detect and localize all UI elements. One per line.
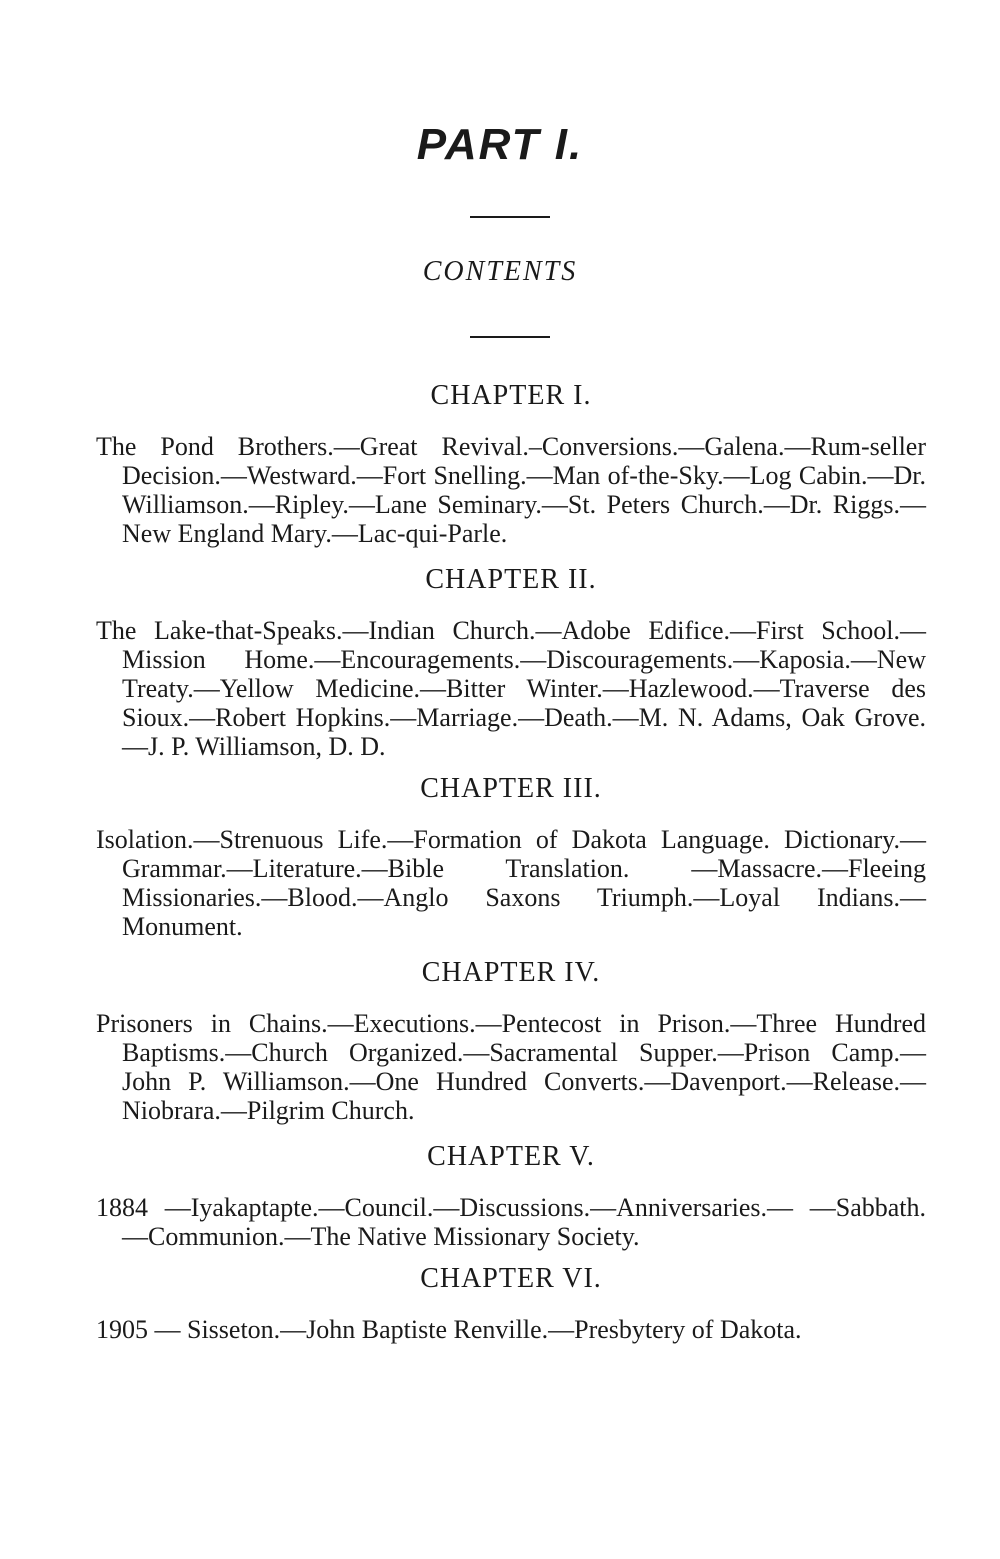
chapter-heading: CHAPTER V. xyxy=(427,1141,595,1172)
chapter-summary: The Pond Brothers.—Great Revival.–Conversions.—Galena.—Rum-seller Decision.—Westward.—Fort Snelling.—Man of-the-Sky.—Log Cabin.—Dr. Williamson.—Ripley.—Lane Seminary.—St. Peters Church.—Dr. Riggs.—New England Mary.—Lac-qui-Parle. xyxy=(96,432,926,548)
chapter-entry xyxy=(96,769,926,941)
divider-rule xyxy=(470,336,550,338)
chapter-entry xyxy=(96,560,926,761)
chapter-entry xyxy=(96,376,926,548)
contents-heading: CONTENTS xyxy=(422,256,578,287)
divider-rule xyxy=(470,216,550,218)
part-title: PART I. xyxy=(416,120,584,169)
chapter-entry xyxy=(96,1137,926,1251)
chapter-summary: Isolation.—Strenuous Life.—Formation of Dakota Language. Dictionary.—Grammar.—Literature.—Bible Translation. —Massacre.—Fleeing Missionaries.—Blood.—Anglo Saxons Triumph.—Loyal Indians.—Monument. xyxy=(96,825,926,941)
chapter-summary: The Lake-that-Speaks.—Indian Church.—Adobe Edifice.—First School.—Mission Home.—Encouragements.—Discouragements.—Kaposia.—New Treaty.—Yellow Medicine.—Bitter Winter.—Hazlewood.—Traverse des Sioux.—Robert Hopkins.—Marriage.—Death.—M. N. Adams, Oak Grove.—J. P. Williamson, D. D. xyxy=(96,616,926,761)
chapter-heading: CHAPTER I. xyxy=(430,380,592,411)
chapter-summary: 1905 — Sisseton.—John Baptiste Renville.—Presbytery of Dakota. xyxy=(96,1315,802,1344)
chapter-heading: CHAPTER II. xyxy=(425,564,597,595)
chapter-summary: Prisoners in Chains.—Executions.—Pentecost in Prison.—Three Hundred Baptisms.—Church Organized.—Sacramental Supper.—Prison Camp.—John P. Williamson.—One Hundred Converts.—Davenport.—Release.—Niobrara.—Pilgrim Church. xyxy=(96,1009,926,1125)
chapter-list xyxy=(96,376,926,1350)
chapter-summary: 1884 —Iyakaptapte.—Council.—Discussions.—Anniversaries.— —Sabbath.—Communion.—The Native Missionary Society. xyxy=(96,1193,926,1251)
chapter-entry xyxy=(96,953,926,1125)
chapter-heading: CHAPTER III. xyxy=(420,773,602,804)
chapter-entry xyxy=(96,1259,926,1344)
chapter-heading: CHAPTER IV. xyxy=(421,957,601,988)
chapter-heading: CHAPTER VI. xyxy=(420,1263,602,1294)
